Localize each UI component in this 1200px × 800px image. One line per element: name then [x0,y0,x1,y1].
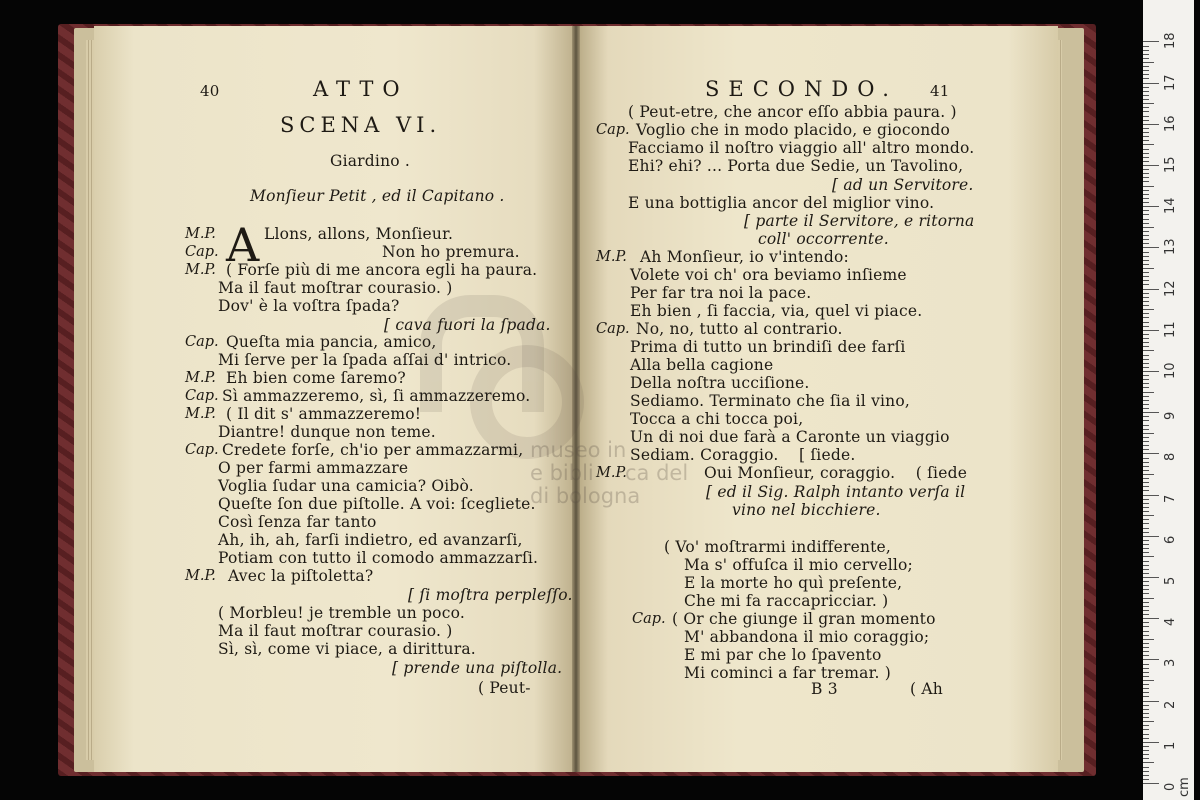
ruler-tick [1143,144,1154,145]
ruler-tick [1143,713,1149,714]
text-line: Diantre! dunque non teme. [218,423,436,441]
ruler-label: 7 [1163,494,1178,503]
ruler-label: 14 [1163,197,1178,215]
text-line: Tocca a chi tocca poi, [630,410,804,428]
ruler-tick [1143,132,1149,133]
ruler-tick [1143,256,1149,257]
text-line: Prima di tutto un brindiſi dee farſi [630,338,906,356]
text-line: ( Vo' moſtrarmi indifferente, [664,538,892,556]
ruler-tick [1143,317,1149,318]
ruler-tick [1143,742,1159,743]
ruler-tick [1143,433,1154,434]
ruler-tick [1143,120,1149,121]
ruler-tick [1143,363,1149,364]
text-line: ( Il dit s' ammazzeremo! [226,405,422,423]
ruler-tick [1143,425,1149,426]
ruler-label: 15 [1163,156,1178,173]
ruler-tick [1143,618,1159,619]
ruler-tick [1143,569,1149,570]
text-line: Avec la piſtoletta? [228,567,374,585]
watermark-line-2b: ca del [625,461,689,485]
ruler-tick [1143,99,1149,100]
ruler-tick [1143,478,1149,479]
text-line: Della noſtra ucciſione. [630,374,810,392]
ruler-tick [1143,379,1149,380]
ruler-tick [1143,639,1154,640]
ruler-tick [1143,536,1159,537]
text-line: ( Forſe più di me ancora egli ha paura. [226,261,538,279]
ruler-tick [1143,631,1149,632]
catchword: ( Ah [910,680,943,698]
ruler-tick [1143,499,1149,500]
ruler-tick [1143,614,1149,615]
text-line: Mi cominci a far tremar. ) [684,664,892,682]
ruler-tick [1143,556,1154,557]
ruler-tick [1143,453,1159,454]
stage-direction: coll' occorrente. [758,230,889,248]
ruler-tick [1143,41,1159,42]
ruler-tick [1143,532,1149,533]
ruler-tick [1143,515,1154,516]
text-line: Llons, allons, Monſieur. [264,225,454,243]
text-line: M' abbandona il mio coraggio; [684,628,930,646]
ruler-tick [1143,103,1154,104]
ruler-tick [1143,511,1149,512]
ruler-tick [1143,206,1159,207]
text-line: Ma il faut moſtrar courasio. ) [218,279,453,297]
ruler-tick [1143,392,1154,393]
stage-direction: [ ed il Sig. Ralph intanto verſa il [706,483,966,501]
ruler-tick [1143,606,1149,607]
ruler-tick [1143,626,1149,627]
ruler-tick [1143,762,1154,763]
stage-direction: [ ſi moſtra perpleſſo. [408,586,573,604]
ruler-tick [1143,181,1149,182]
ruler-tick [1143,589,1149,590]
text-line: Che mi fa raccapricciar. ) [684,592,889,610]
ruler-tick [1143,416,1149,417]
text-line: Queſte ſon due piſtolle. A voi: ſcegliete. [218,495,536,513]
ruler-tick [1143,466,1149,467]
ruler-tick [1143,635,1149,636]
speaker-label: M.P. [185,370,216,386]
text-line: No, no, tutto al contrario. [636,320,843,338]
ruler-tick [1143,561,1149,562]
ruler-tick [1143,313,1149,314]
ruler-label: 0 [1163,782,1178,791]
ruler-tick [1143,297,1149,298]
text-line: Volete voi ch' ora beviamo inſieme [630,266,907,284]
stage-direction: [ prende una piſtolla. [392,659,563,677]
speaker-label: Cap. [185,442,219,458]
ruler-tick [1143,198,1149,199]
text-line: Ah Monſieur, io v'intendo: [640,248,849,266]
scene-characters: Monſieur Petit , ed il Capitano . [250,187,505,205]
ruler-tick [1143,165,1159,166]
ruler-tick [1143,672,1149,673]
text-line: Alla bella cagione [630,356,774,374]
ruler-tick [1143,342,1149,343]
text-line: Voglio che in modo placido, e giocondo [636,121,951,139]
ruler-tick [1143,598,1154,599]
ruler-tick [1143,734,1149,735]
ruler-tick [1143,153,1149,154]
ruler-tick [1143,721,1154,722]
ruler-tick [1143,350,1154,351]
text-line: ( Peut-etre, che ancor eſſo abbia paura. ) [628,103,957,121]
ruler-tick [1143,177,1149,178]
ruler-label: 8 [1163,453,1178,462]
ruler-label: 4 [1163,617,1178,627]
right-page-number: 41 [930,82,950,100]
speaker-label: Cap. [632,611,666,627]
ruler-tick [1143,750,1149,751]
ruler-label: 16 [1163,115,1178,132]
stage-direction: [ cava fuori la ſpada. [384,316,551,334]
ruler-tick [1143,247,1159,248]
ruler-tick [1143,355,1149,356]
text-line: Dov' è la voſtra ſpada? [218,297,400,315]
ruler-tick [1143,767,1149,768]
ruler-tick [1143,111,1149,112]
stage-direction: [ ad un Servitore. [832,176,974,194]
text-line: ( Morbleu! je tremble un poco. [218,604,465,622]
ruler-tick [1143,280,1149,281]
text-line: Queſta mia pancia, amico, [226,333,437,351]
ruler-tick [1143,470,1149,471]
drop-cap: A [226,218,260,272]
text-line: Ma s' offuſca il mio cervello; [684,556,913,574]
watermark-line-2a: e bibli [530,461,594,485]
watermark-line-1: museo in [530,438,627,462]
ruler-tick [1143,725,1149,726]
ruler-tick [1143,272,1149,273]
text-line: Così ſenza far tanto [218,513,377,531]
ruler-label: 18 [1163,32,1178,50]
text-line: Facciamo il noſtro viaggio all' altro mondo. [628,139,975,157]
ruler-tick [1143,544,1149,545]
ruler-tick [1143,659,1159,660]
ruler-tick [1143,371,1159,372]
ruler-label: 12 [1163,280,1178,297]
ruler-tick [1143,74,1149,75]
ruler-tick [1143,243,1149,244]
ruler-tick [1143,260,1149,261]
ruler-tick [1143,581,1149,582]
ruler-tick [1143,284,1149,285]
left-running-head: ATTO [313,77,409,101]
ruler-tick [1143,408,1149,409]
ruler-tick [1143,540,1149,541]
ruler-tick [1143,437,1149,438]
ruler-tick [1143,709,1149,710]
ruler-tick [1143,676,1149,677]
ruler-tick [1143,157,1149,158]
ruler-tick [1143,383,1149,384]
ruler-tick [1143,746,1149,747]
ruler-label: 2 [1163,700,1178,709]
ruler-tick [1143,503,1149,504]
ruler-tick [1143,396,1149,397]
ruler-tick [1143,235,1149,236]
catchword: ( Peut- [478,679,531,697]
ruler-tick [1143,62,1154,63]
text-line: Eh bien come ſaremo? [226,369,406,387]
ruler-tick [1143,107,1149,108]
ruler-tick [1143,140,1149,141]
ruler-tick [1143,688,1149,689]
ruler-tick [1143,293,1149,294]
ruler-tick [1143,161,1149,162]
ruler-tick [1143,219,1149,220]
text-line: Sì, sì, come vi piace, a dirittura. [218,640,476,658]
ruler-label: 17 [1163,74,1178,91]
ruler-tick [1143,775,1149,776]
ruler-tick [1143,651,1149,652]
ruler-tick [1143,528,1149,529]
speaker-label: Cap. [185,334,219,350]
ruler-tick [1143,523,1149,524]
text-line: Per far tra noi la pace. [630,284,812,302]
ruler-tick [1143,655,1149,656]
ruler-tick [1143,202,1149,203]
ruler-tick [1143,87,1149,88]
speaker-label: M.P. [596,465,627,481]
ruler-tick [1143,169,1149,170]
ruler-tick [1143,482,1149,483]
ruler-label: 6 [1163,535,1178,544]
ruler-tick [1143,680,1154,681]
ruler-tick [1143,602,1149,603]
ruler-label: 9 [1163,411,1178,421]
ruler-tick [1143,643,1149,644]
text-line: Eh bien , ſi faccia, via, quel vi piace. [630,302,923,320]
ruler-tick [1143,548,1149,549]
ruler-tick [1143,622,1149,623]
ruler-tick [1143,58,1149,59]
watermark-line-3: di bologna [530,484,641,508]
ruler-tick [1143,565,1149,566]
ruler-tick [1143,276,1149,277]
ruler-tick [1143,771,1149,772]
ruler-tick [1143,668,1149,669]
ruler-tick [1143,577,1159,578]
text-line: Potiam con tutto il comodo ammazzarſi. [218,549,539,567]
ruler-tick [1143,359,1149,360]
ruler-tick [1143,289,1159,290]
speaker-label: Cap. [185,244,219,260]
text-line: Sì ammazzeremo, sì, ſi ammazzeremo. [222,387,531,405]
ruler-tick [1143,495,1159,496]
text-line: E una bottiglia ancor del miglior vino. [628,194,935,212]
ruler-tick [1143,227,1154,228]
ruler-label: 5 [1163,576,1178,585]
ruler-tick [1143,754,1149,755]
ruler-tick [1143,387,1149,388]
ruler-tick [1143,429,1149,430]
ruler-tick [1143,412,1159,413]
text-line: Sediamo. Terminato che ſia il vino, [630,392,911,410]
ruler-tick [1143,252,1149,253]
ruler-tick [1143,124,1159,125]
ruler-tick [1143,78,1149,79]
ruler-tick [1143,462,1149,463]
ruler-tick [1143,420,1149,421]
ruler-tick [1143,334,1149,335]
ruler-tick [1143,173,1149,174]
ruler-tick [1143,309,1154,310]
ruler-tick [1143,519,1149,520]
text-line: Non ho premura. [382,243,520,261]
speaker-label: Cap. [185,388,219,404]
text-line: Credete forſe, ch'io per ammazzarmi, [222,441,524,459]
ruler-tick [1143,223,1149,224]
ruler-tick [1143,346,1149,347]
speaker-label: M.P. [185,406,216,422]
ruler-tick [1143,268,1154,269]
ruler-tick [1143,70,1149,71]
ruler-tick [1143,210,1149,211]
ruler-tick [1143,54,1149,55]
left-page-number: 40 [200,82,220,100]
text-line: Un di noi due farà a Caronte un viaggio [630,428,950,446]
ruler-tick [1143,610,1149,611]
speaker-label: Cap. [596,321,630,337]
ruler-tick [1143,375,1149,376]
speaker-label: Cap. [596,122,630,138]
ruler-tick [1143,326,1149,327]
ruler-tick [1143,136,1149,137]
ruler-tick [1143,507,1149,508]
ruler-tick [1143,490,1149,491]
ruler-tick [1143,684,1149,685]
gathering-signature: B 3 [811,680,838,698]
ruler-tick [1143,367,1149,368]
ruler-tick [1143,95,1149,96]
ruler-tick [1143,400,1149,401]
ruler-tick [1143,458,1149,459]
ruler-tick [1143,190,1149,191]
ruler-label: 3 [1163,659,1178,668]
ruler-tick [1143,66,1149,67]
ruler-label: 13 [1163,238,1178,256]
ruler-tick [1143,149,1149,150]
ruler-tick [1143,552,1149,553]
text-line: E mi par che lo ſpavento [684,646,882,664]
ruler-unit: cm [1177,777,1192,797]
scene-setting: Giardino . [330,152,411,170]
ruler-tick [1143,664,1149,665]
ruler-tick [1143,441,1149,442]
ruler-tick [1143,231,1149,232]
stage-direction: vino nel bicchiere. [732,501,881,519]
speaker-label: M.P. [185,262,216,278]
text-line: Ma il faut moſtrar courasio. ) [218,622,453,640]
ruler-tick [1143,91,1149,92]
speaker-label: M.P. [596,249,627,265]
text-line: Mi ſerve per la ſpada aſſai d' intrico. [218,351,512,369]
ruler-tick [1143,573,1149,574]
stage-direction: [ parte il Servitore, e ritorna [744,212,975,230]
ruler-tick [1143,705,1149,706]
text-line: E la morte ho quì preſente, [684,574,903,592]
ruler-tick [1143,404,1149,405]
ruler-tick [1143,474,1154,475]
ruler-tick [1143,301,1149,302]
ruler-tick [1143,585,1149,586]
ruler-tick [1143,338,1149,339]
ruler-tick [1143,194,1149,195]
text-line: Oui Monſieur, coraggio. ( ſiede [704,464,968,482]
text-line: Ehi? ehi? ... Porta due Sedie, un Tavolino, [628,157,964,175]
text-line: Sediam. Coraggio. [ ſiede. [630,446,856,464]
ruler-tick [1143,701,1159,702]
measurement-ruler [1143,0,1194,800]
scene-heading: SCENA VI. [280,113,442,137]
text-line: Voglia ſudar una camicia? Oibò. [218,477,474,495]
speaker-label: M.P. [185,226,216,242]
ruler-tick [1143,486,1149,487]
ruler-tick [1143,305,1149,306]
ruler-tick [1143,729,1149,730]
text-line: O per farmi ammazzare [218,459,409,477]
ruler-tick [1143,116,1149,117]
text-line: Ah, ih, ah, farſi indietro, ed avanzarſi, [218,531,523,549]
right-running-head: SECONDO. [705,77,898,101]
ruler-tick [1143,692,1149,693]
ruler-tick [1143,779,1149,780]
ruler-tick [1143,330,1159,331]
ruler-tick [1143,445,1149,446]
ruler-tick [1143,717,1149,718]
ruler-tick [1143,186,1154,187]
ruler-label: 11 [1163,321,1178,338]
ruler-tick [1143,647,1149,648]
ruler-tick [1143,264,1149,265]
ruler-tick [1143,322,1149,323]
ruler-label: 1 [1163,741,1178,750]
ruler-tick [1143,449,1149,450]
ruler-tick [1143,128,1149,129]
speaker-label: M.P. [185,568,216,584]
ruler-tick [1143,696,1149,697]
ruler-tick [1143,83,1159,84]
ruler-tick [1143,46,1149,47]
ruler-tick [1143,214,1149,215]
ruler-tick [1143,738,1149,739]
ruler-tick [1143,758,1149,759]
ruler-label: 10 [1163,362,1178,379]
text-line: ( Or che giunge il gran momento [672,610,936,628]
ruler-tick [1143,783,1159,784]
ruler-tick [1143,239,1149,240]
ruler-tick [1143,50,1149,51]
ruler-tick [1143,593,1149,594]
